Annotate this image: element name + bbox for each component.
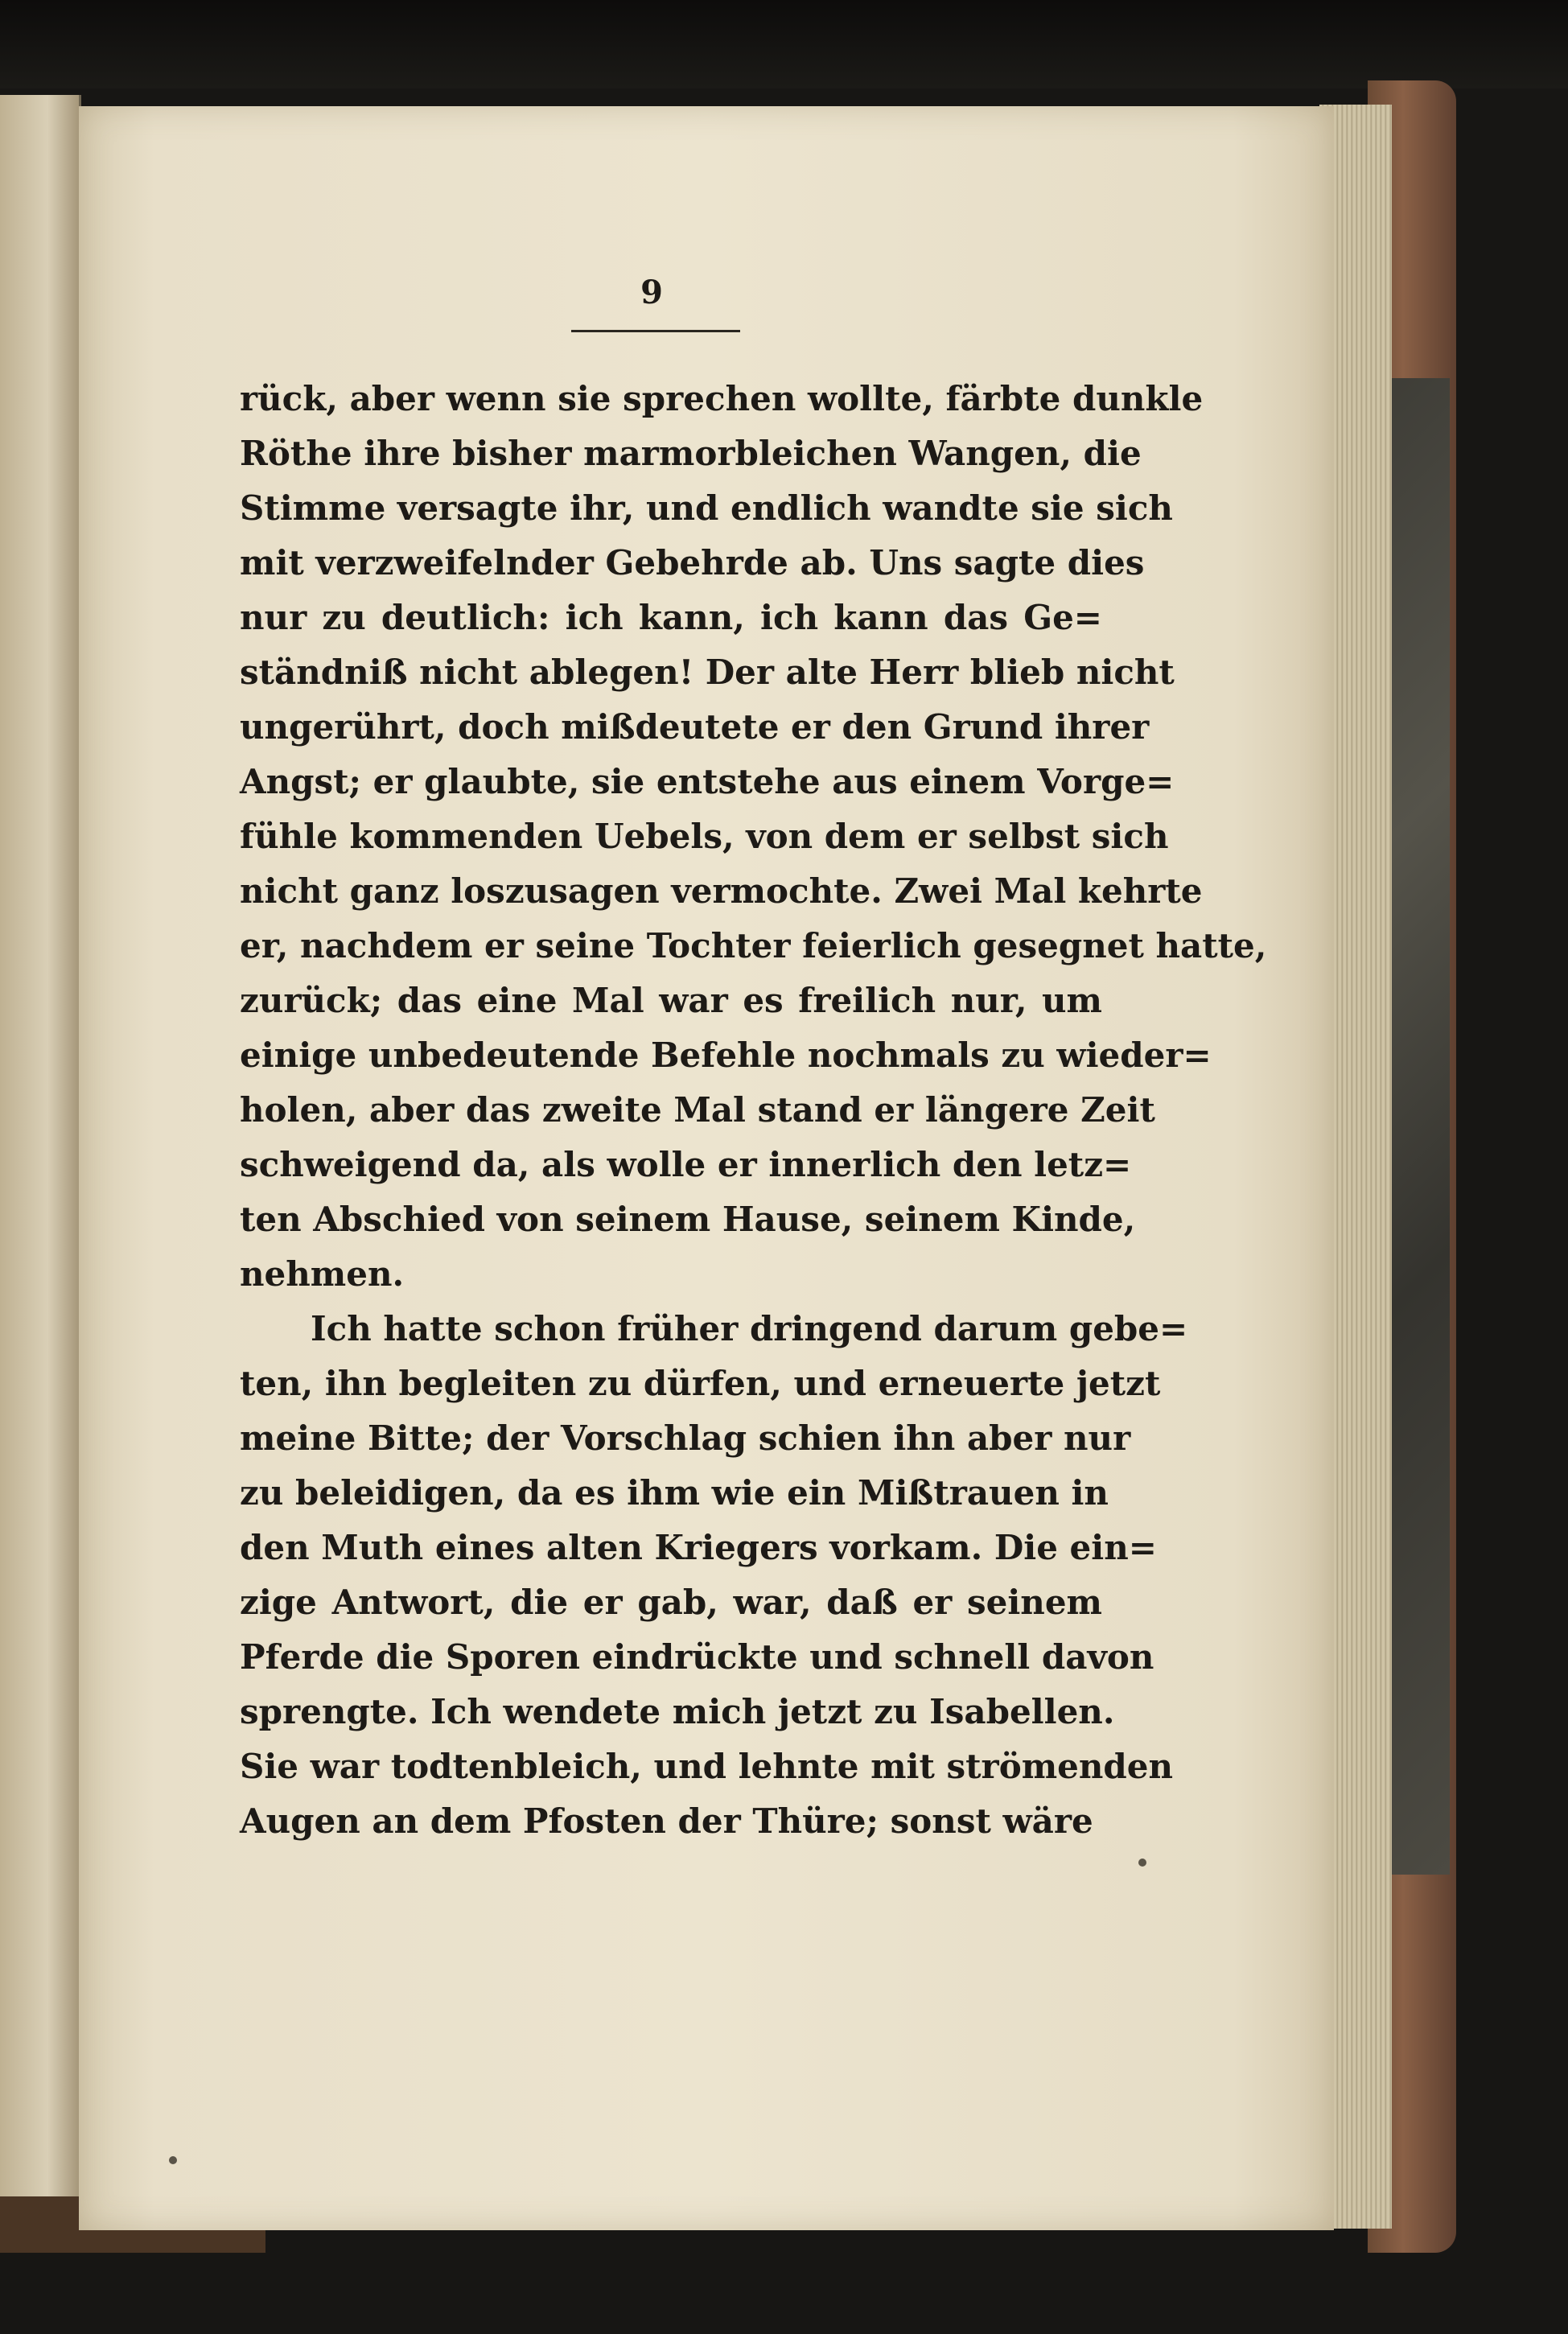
text-line: ständniß nicht ablegen! Der alte Herr blieb nicht <box>240 652 1175 692</box>
text-line: zu beleidigen, da es ihm wie ein Mißtrauen in <box>240 1473 1109 1513</box>
text-line: Angst; er glaubte, sie entstehe aus einem Vorge= <box>240 762 1175 801</box>
text-line: Pferde die Sporen eindrückte und schnell davon <box>240 1637 1154 1677</box>
text-line: Augen an dem Pfosten der Thüre; sonst wäre <box>240 1801 1093 1841</box>
paper-speck <box>169 2156 177 2164</box>
text-line: Ich hatte schon früher dringend darum gebe= <box>311 1309 1188 1348</box>
text-line: mit verzweifelnder Gebehrde ab. Uns sagte dies <box>240 543 1145 582</box>
page-body-text <box>240 372 1267 1849</box>
text-line: ten, ihn begleiten zu dürfen, und erneuerte jetzt <box>240 1364 1161 1403</box>
text-line: Röthe ihre bisher marmorbleichen Wangen, die <box>240 434 1142 473</box>
text-line: ungerührt, doch mißdeutete er den Grund ihrer <box>240 707 1150 747</box>
text-line: Sie war todtenbleich, und lehnte mit strömenden <box>240 1747 1174 1786</box>
page-number: 9 <box>640 274 663 311</box>
text-line: rück, aber wenn sie sprechen wollte, färbte dunkle <box>240 379 1204 418</box>
text-line: holen, aber das zweite Mal stand er längere Zeit <box>240 1090 1155 1130</box>
text-line: nur zu deutlich: ich kann, ich kann das Ge= <box>240 598 1102 637</box>
text-line: zurück; das eine Mal war es freilich nur, um <box>240 981 1102 1020</box>
text-line: einige unbedeutende Befehle nochmals zu wieder= <box>240 1035 1212 1075</box>
text-line: zige Antwort, die er gab, war, daß er seinem <box>240 1583 1102 1622</box>
text-line: ten Abschied von seinem Hause, seinem Kinde, <box>240 1200 1136 1239</box>
previous-page-edge <box>0 95 81 2245</box>
page-number-rule <box>571 330 740 332</box>
text-line: nicht ganz loszusagen vermochte. Zwei Mal kehrte <box>240 871 1203 911</box>
text-line: nehmen. <box>240 1254 405 1294</box>
marbled-cover-panel <box>1384 378 1450 1875</box>
paper-speck <box>1138 1859 1146 1867</box>
text-line: schweigend da, als wolle er innerlich den letz= <box>240 1145 1132 1184</box>
text-line: meine Bitte; der Vorschlag schien ihn aber nur <box>240 1418 1131 1458</box>
text-line: den Muth eines alten Kriegers vorkam. Die ein= <box>240 1528 1157 1567</box>
text-line: Stimme versagte ihr, und endlich wandte sie sich <box>240 488 1173 528</box>
text-line: er, nachdem er seine Tochter feierlich gesegnet hatte, <box>240 926 1267 965</box>
text-line: fühle kommenden Uebels, von dem er selbst sich <box>240 817 1169 856</box>
text-line: sprengte. Ich wendete mich jetzt zu Isabellen. <box>240 1692 1115 1731</box>
scan-background <box>0 0 1568 89</box>
